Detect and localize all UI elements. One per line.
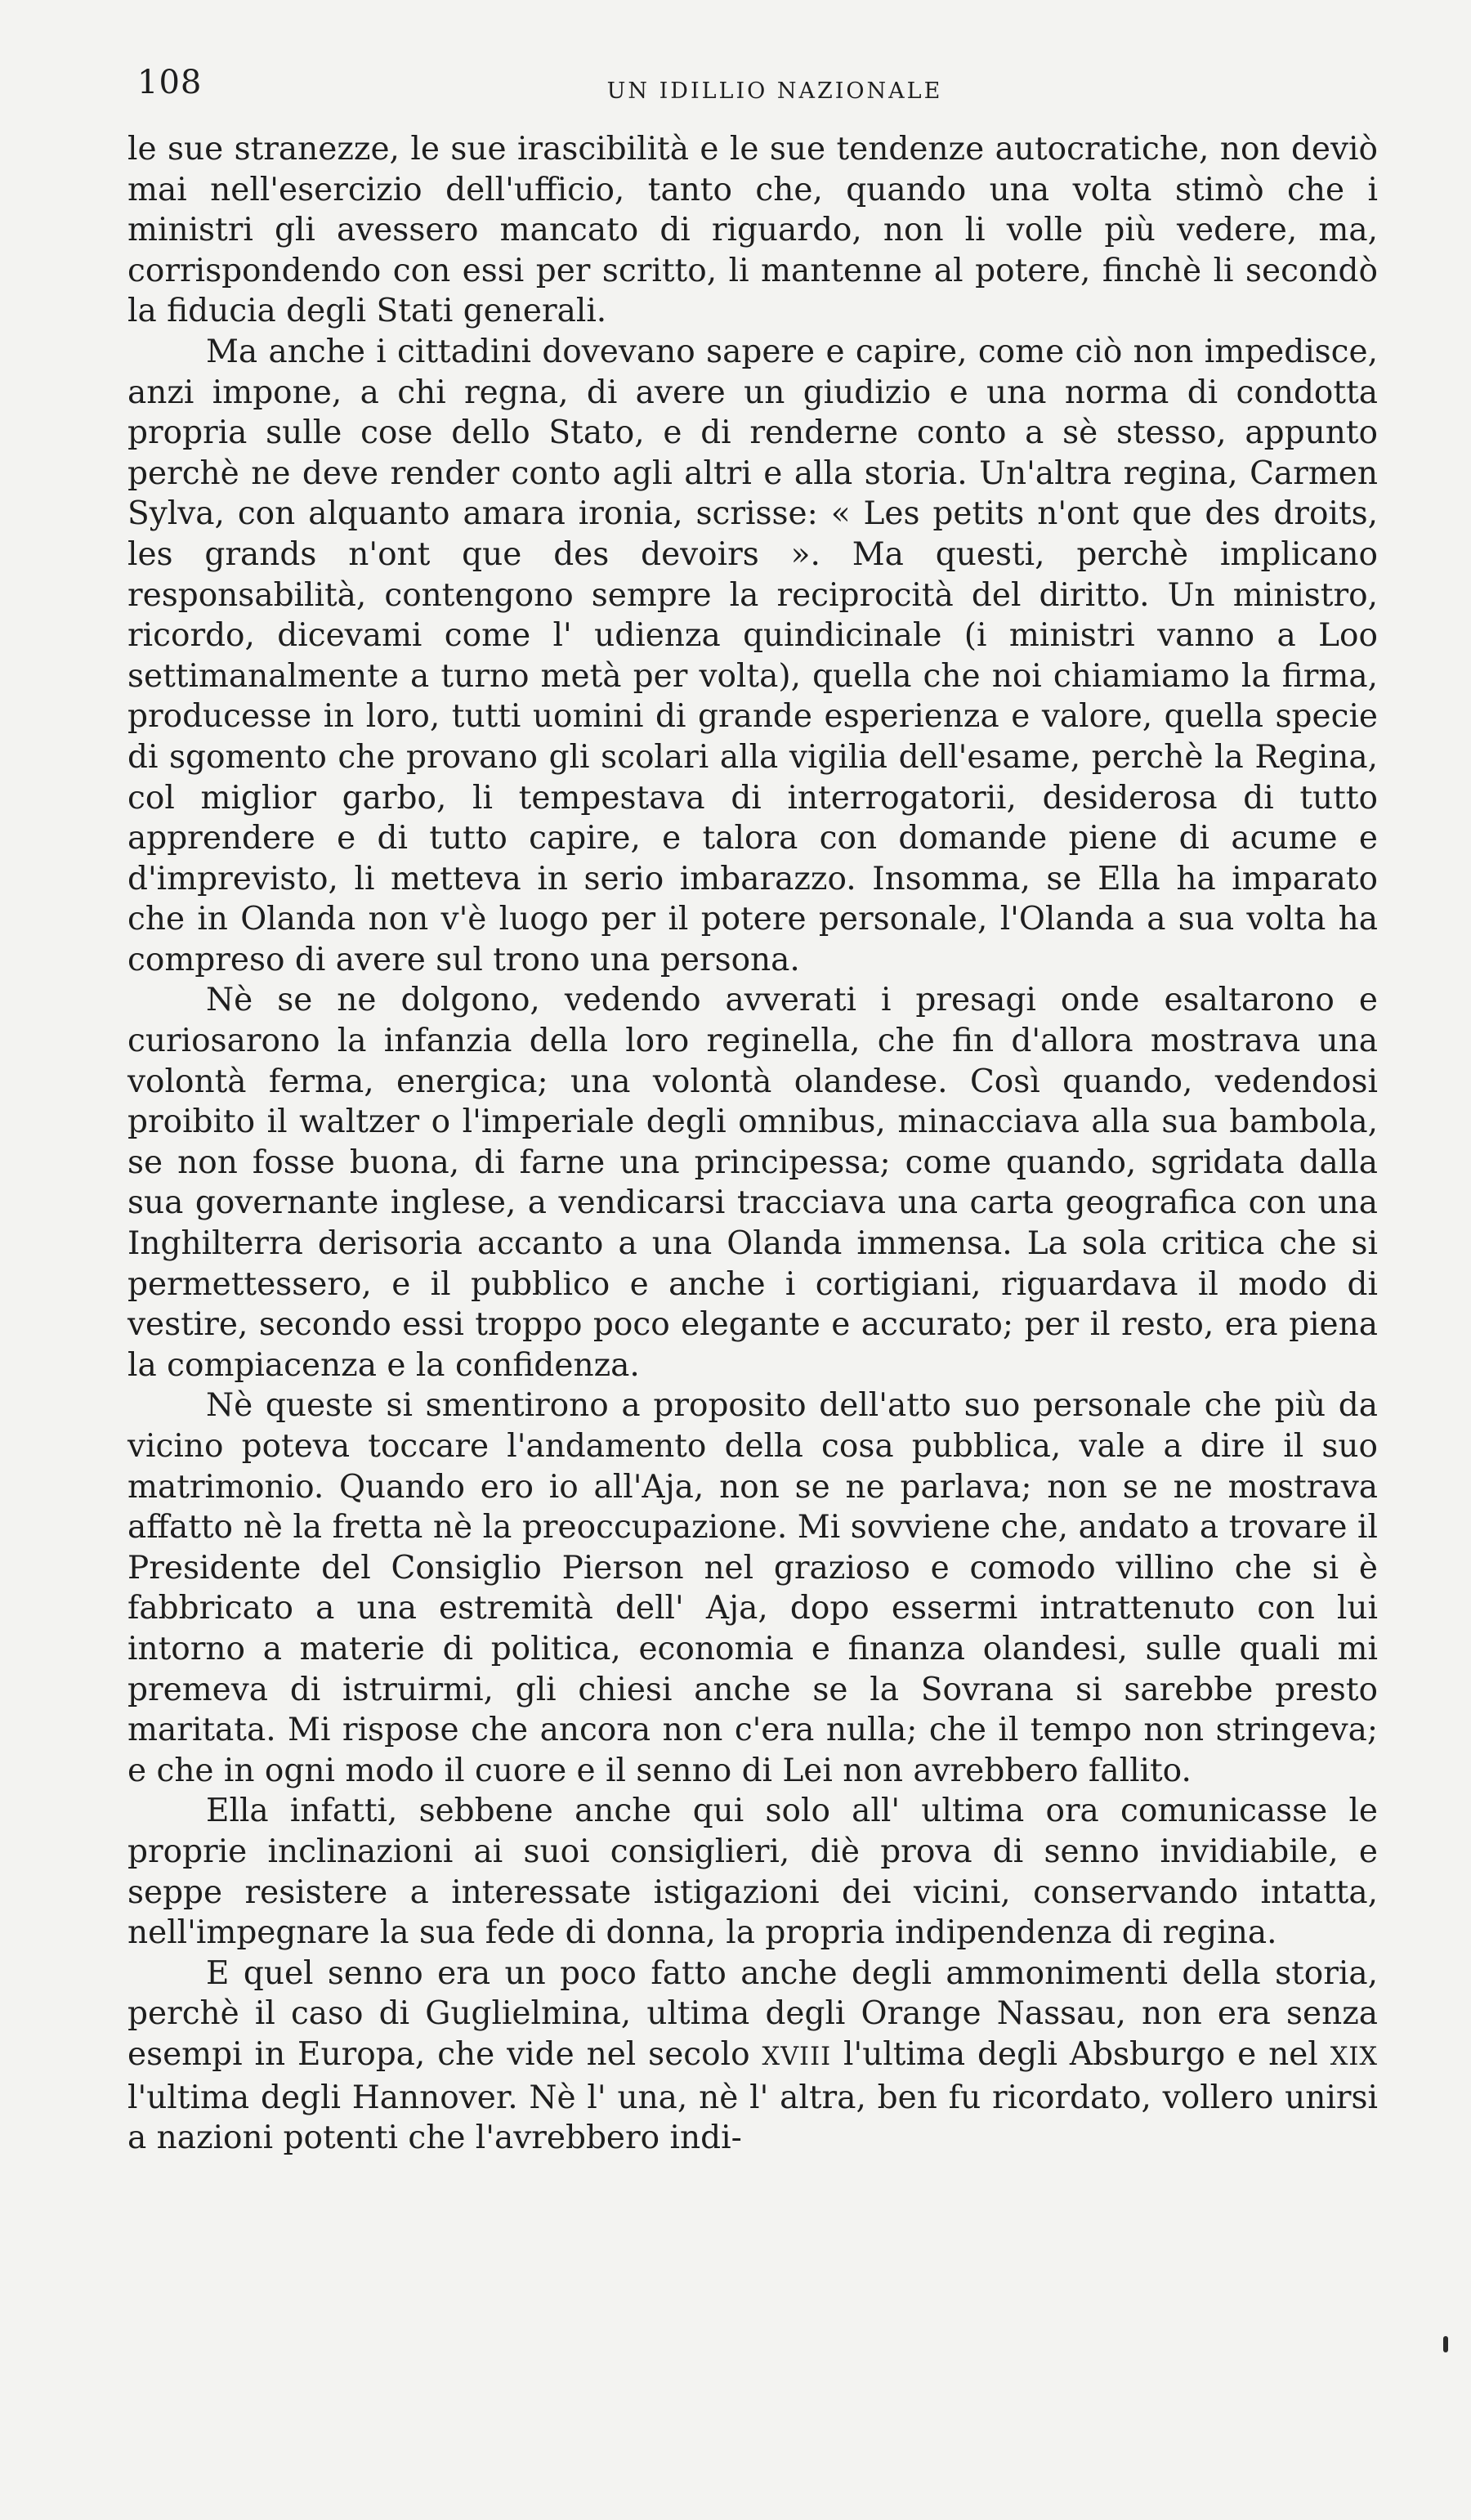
paragraph-childhood: Nè se ne dolgono, vedendo avverati i presagi onde esaltarono e curiosarono la infanzia della loro reginella, che fin d'allora mostrava una volontà ferma, energica; una volontà olandese. Così quando, vedendosi proibito il waltzer o l'imperiale degli omnibus, minacciava alla sua bambola, se non fosse buona, di farne una principessa; come quando, sgridata dalla sua governante inglese, a vendicarsi tracciava una carta geografica con una Inghilterra derisoria accanto a una Olanda immensa. La sola critica che si permettessero, e il pubblico e anche i cortigiani, riguardava il modo di vestire, secondo essi troppo poco elegante e accurato; per il resto, era piena la compiacenza e la confidenza. [127,982,1378,1384]
century-xviii: XVIII [762,2042,832,2071]
history-text-end: l'ultima degli Hannover. Nè l' una, nè l' altra, ben fu ricordato, vollero unirsi a nazioni potenti che l'avrebbero indi- [127,2079,1378,2157]
paragraph-independence: Ella infatti, sebbene anche qui solo all' ultima ora comunicasse le proprie inclinazioni ai suoi consiglieri, diè prova di senno invidiabile, e seppe resistere a interessate istigazioni dei vicini, conservando intatta, nell'impegnare la sua fede di donna, la propria indipendenza di regina. [127,1793,1378,1952]
history-text-middle: l'ultima degli Absburgo e nel [831,2035,1330,2073]
running-title: UN IDILLIO NAZIONALE [606,78,943,104]
page-number: 108 [137,64,203,101]
history-text-start: E quel senno era un poco fatto anche degli ammonimenti della storia, perchè il caso di Guglielmina, ultima degli Orange Nassau, non era senza esempi in Europa, che vide nel secolo [127,1954,1378,2073]
paragraph-continuation: le sue stranezze, le sue irascibilità e le sue tendenze autocratiche, non deviò mai nell'esercizio dell'ufficio, tanto che, quando una volta stimò che i ministri gli avessero mancato di riguardo, non li volle più vedere, ma, corrispondendo con essi per scritto, li mantenne al potere, finchè li secondò la fiducia degli Stati generali. [127,131,1378,330]
page-header [137,64,1379,113]
paragraph-marriage: Nè queste si smentirono a proposito dell'atto suo personale che più da vicino poteva toccare l'andamento della cosa pubblica, vale a dire il suo matrimonio. Quando ero io all'Aja, non se ne parlava; non se ne mostrava affatto nè la fretta nè la preoccupazione. Mi sovviene che, andato a trovare il Presidente del Consiglio Pierson nel grazioso e comodo villino che si è fabbricato a una estremità dell' Aja, dopo essermi intrattenuto con lui intorno a materie di politica, economia e finanza olandesi, sulle quali mi premeva di istruirmi, gli chiesi anche se la Sovrana si sarebbe presto maritata. Mi rispose che ancora non c'era nulla; che il tempo non stringeva; e che in ogni modo il cuore e il senno di Lei non avrebbero fallito. [127,1387,1378,1789]
century-xix: XIX [1330,2042,1378,2071]
paragraph-citizens: Ma anche i cittadini dovevano sapere e capire, come ciò non impedisce, anzi impone, a chi regna, di avere un giudizio e una norma di condotta propria sulle cose dello Stato, e di renderne conto a sè stesso, appunto perchè ne deve render conto agli altri e alla storia. Un'altra regina, Carmen Sylva, con alquanto amara ironia, scrisse: « Les petits n'ont que des droits, les grands n'ont que des devoirs ». Ma questi, perchè implicano responsabilità, contengono sempre la reciprocità del diritto. Un ministro, ricordo, dicevami come l' udienza quindicinale (i ministri vanno a Loo settimanalmente a turno metà per volta), quella che noi chiamiamo la firma, producesse in loro, tutti uomini di grande esperienza e valore, quella specie di sgomento che provano gli scolari alla vigilia dell'esame, perchè la Regina, col miglior garbo, li tempestava di interrogatorii, desiderosa di tutto apprendere e di tutto capire, e talora con domande piene di acume e d'imprevisto, li metteva in serio imbarazzo. Insomma, se Ella ha imparato che in Olanda non v'è luogo per il potere personale, l'Olanda a sua volta ha compreso di avere sul trono una persona. [127,333,1378,978]
margin-ink-mark [1443,2336,1448,2352]
paragraph-history [127,1954,1378,2159]
body-text [127,129,1378,2159]
